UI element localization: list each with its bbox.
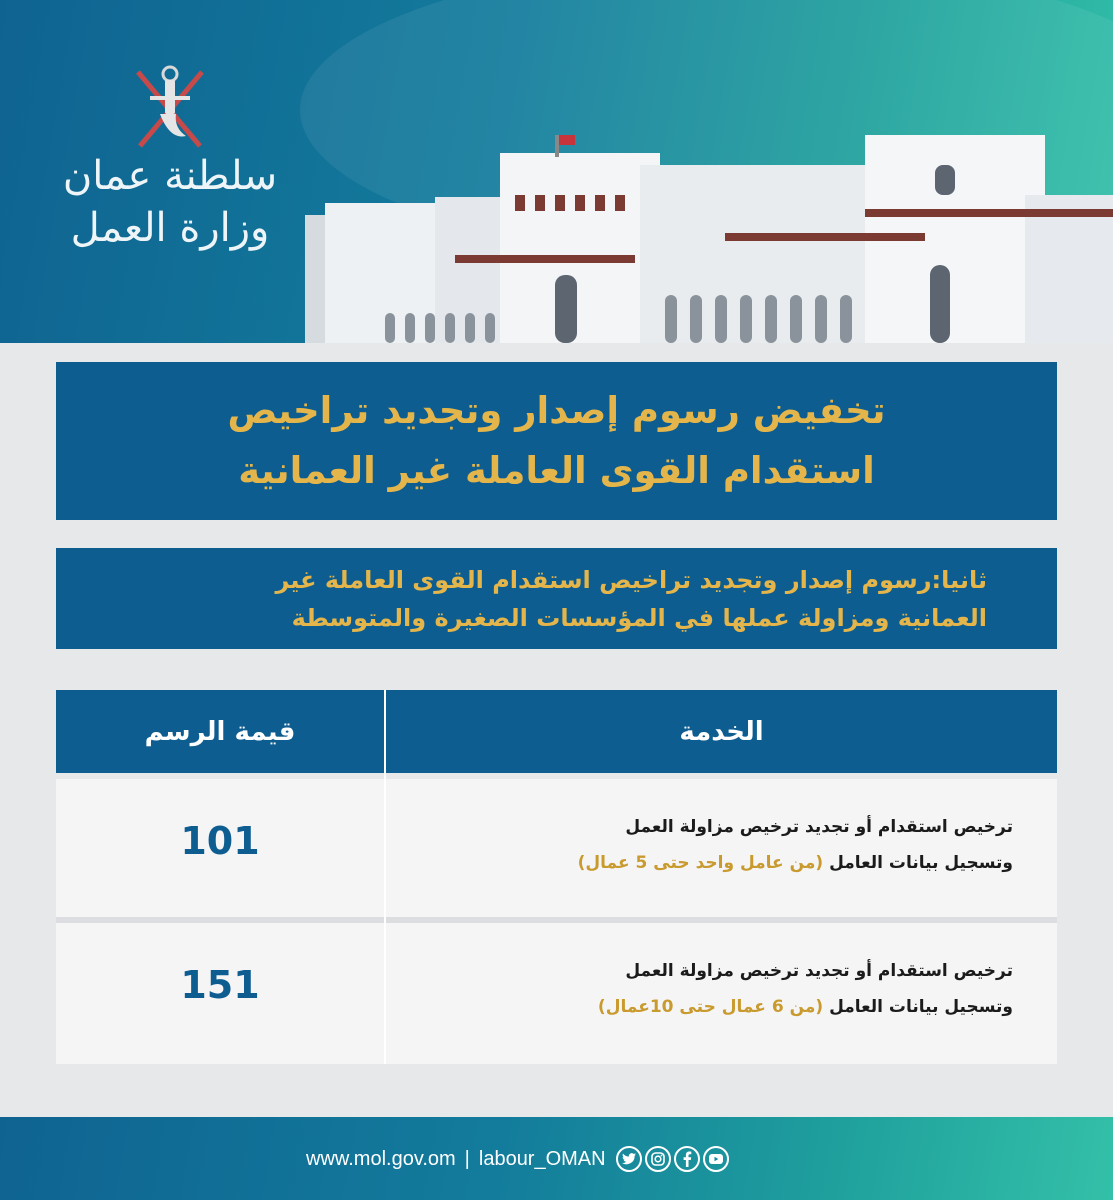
social-handle[interactable]: labour_OMAN [478, 1147, 606, 1170]
fee-value: 101 [180, 819, 260, 863]
service-line1: ترخيص استقدام أو تجديد ترخيص مزاولة العمل [625, 961, 1013, 981]
social-icons [616, 1146, 732, 1172]
service-range: (من عامل واحد حتى 5 عمال) [577, 853, 824, 873]
main-title [56, 362, 1057, 520]
ministry-line1: سلطنة عمان [62, 153, 278, 199]
ministry-name [40, 150, 300, 254]
ministry-line2: وزارة العمل [70, 205, 270, 251]
footer-separator: | [464, 1147, 470, 1170]
title-line1: تخفيض رسوم إصدار وتجديد تراخيص [227, 389, 886, 432]
ministry-building-illustration [305, 105, 1113, 343]
subtitle [56, 548, 1057, 649]
instagram-icon[interactable] [645, 1146, 671, 1172]
facebook-icon[interactable] [674, 1146, 700, 1172]
subtitle-line2: العمانية ومزاولة عملها في المؤسسات الصغيرة والمتوسطة [291, 603, 987, 632]
table-row [56, 779, 1057, 917]
table-header [56, 690, 1057, 773]
subtitle-line1: ثانيا:رسوم إصدار وتجديد تراخيص استقدام القوى العاملة غير [275, 565, 987, 594]
header-banner [0, 0, 1113, 343]
footer [0, 1117, 1113, 1200]
youtube-icon[interactable] [703, 1146, 729, 1172]
column-divider [384, 690, 386, 1064]
fee-value: 151 [180, 963, 260, 1007]
service-line2: وتسجيل بيانات العامل [829, 997, 1013, 1017]
oman-khanjar-emblem-icon [130, 62, 210, 154]
service-description [386, 779, 1057, 917]
service-line2: وتسجيل بيانات العامل [829, 853, 1013, 873]
service-line2-wrap [386, 989, 1013, 1025]
header-service: الخدمة [679, 716, 764, 747]
title-line2: استقدام القوى العاملة غير العمانية [238, 449, 875, 492]
service-description [386, 923, 1057, 1061]
header-fee: قيمة الرسم [144, 716, 296, 747]
website-link[interactable]: www.mol.gov.om [306, 1147, 456, 1170]
table-row [56, 923, 1057, 1064]
fees-table [56, 690, 1057, 1064]
footer-contacts [306, 1142, 732, 1176]
service-range: (من 6 عمال حتى 10عمال) [597, 997, 824, 1017]
twitter-icon[interactable] [616, 1146, 642, 1172]
service-line2-wrap [386, 845, 1013, 881]
service-line1: ترخيص استقدام أو تجديد ترخيص مزاولة العمل [625, 817, 1013, 837]
